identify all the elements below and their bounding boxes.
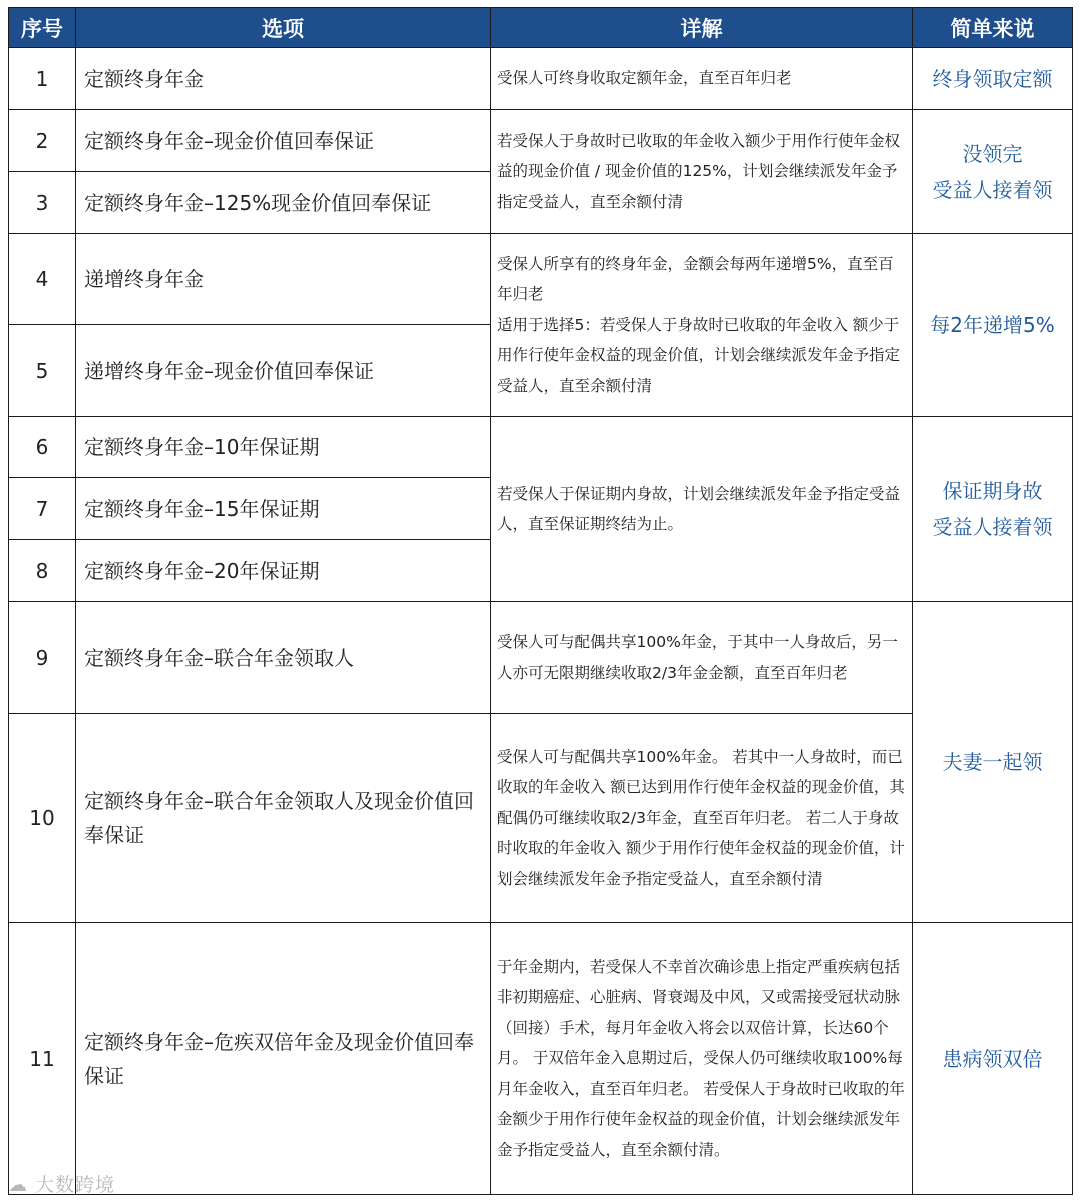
table-row [9,923,1073,1195]
header-option: 选项 [76,8,491,48]
table-row [9,417,1073,478]
row-number: 1 [9,48,76,110]
header-summary: 简单来说 [913,8,1073,48]
watermark-text: 大数跨境 [35,1174,116,1196]
header-detail: 详解 [491,8,913,48]
table-row [9,48,1073,110]
detail-text: 于年金期内，若受保人不幸首次确诊患上指定严重疾病包括非初期癌症、心脏病、肾衰竭及中风，又或需接受冠状动脉（回接）手术，每月年金收入将会以双倍计算，长达60个月。 于双倍年金入息期过后，受保人仍可继续收取100%每月年金收入，直至百年归老。 若受保人于身故时已收取的年金额少于用作行使年金权益的现金价值，计划会继续派发年金予指定受益人，直至余额付清。 [491,923,913,1195]
table-row [9,110,1073,172]
table-row [9,602,1073,714]
watermark [8,1170,115,1197]
option-name: 定额终身年金 [76,48,491,110]
summary-text: 夫妻一起领 [913,602,1073,923]
row-number: 8 [9,540,76,602]
option-name: 定额终身年金–危疾双倍年金及现金价值回奉保证 [76,923,491,1195]
detail-text: 受保人可终身收取定额年金，直至百年归老 [491,48,913,110]
option-name: 定额终身年金–联合年金领取人及现金价值回奉保证 [76,714,491,923]
detail-text: 若受保人于身故时已收取的年金收入额少于用作行使年金权益的现金价值 / 现金价值的125%，计划会继续派发年金予指定受益人，直至余额付清 [491,110,913,234]
option-name: 定额终身年金–10年保证期 [76,417,491,478]
summary-text: 终身领取定额 [913,48,1073,110]
annuity-options-table [8,7,1073,1195]
row-number: 9 [9,602,76,714]
row-number: 7 [9,478,76,540]
row-number: 4 [9,234,76,325]
header-no: 序号 [9,8,76,48]
summary-text: 患病领双倍 [913,923,1073,1195]
option-name: 递增终身年金 [76,234,491,325]
option-name: 定额终身年金–15年保证期 [76,478,491,540]
row-number: 6 [9,417,76,478]
option-name: 定额终身年金–20年保证期 [76,540,491,602]
detail-text: 受保人所享有的终身年金，金额会每两年递增5%，直至百年归老 适用于选择5：若受保人于身故时已收取的年金收入 额少于用作行使年金权益的现金价值，计划会继续派发年金予指定受益人，直至余额付清 [491,234,913,417]
row-number: 10 [9,714,76,923]
table-row [9,234,1073,325]
option-name: 定额终身年金–125%现金价值回奉保证 [76,172,491,234]
detail-text: 受保人可与配偶共享100%年金。 若其中一人身故时，而已收取的年金收入 额已达到用作行使年金权益的现金价值，其配偶仍可继续收取2/3年金，直至百年归老。 若二人于身故时收取的年金收入 额少于用作行使年金权益的现金价值，计划会继续派发年金予指定受益人，直至余额付清 [491,714,913,923]
row-number: 5 [9,325,76,417]
summary-text: 每2年递增5% [913,234,1073,417]
row-number: 3 [9,172,76,234]
detail-text: 受保人可与配偶共享100%年金，于其中一人身故后，另一人亦可无限期继续收取2/3年金金额，直至百年归老 [491,602,913,714]
detail-text: 若受保人于保证期内身故，计划会继续派发年金予指定受益人，直至保证期终结为止。 [491,417,913,602]
table-header-row [9,8,1073,48]
option-name: 定额终身年金–联合年金领取人 [76,602,491,714]
row-number: 2 [9,110,76,172]
summary-text: 没领完 受益人接着领 [913,110,1073,234]
option-name: 定额终身年金–现金价值回奉保证 [76,110,491,172]
watermark-logo-icon: ☁ [8,1174,36,1196]
summary-text: 保证期身故 受益人接着领 [913,417,1073,602]
row-number: 11 [9,923,76,1195]
option-name: 递增终身年金–现金价值回奉保证 [76,325,491,417]
